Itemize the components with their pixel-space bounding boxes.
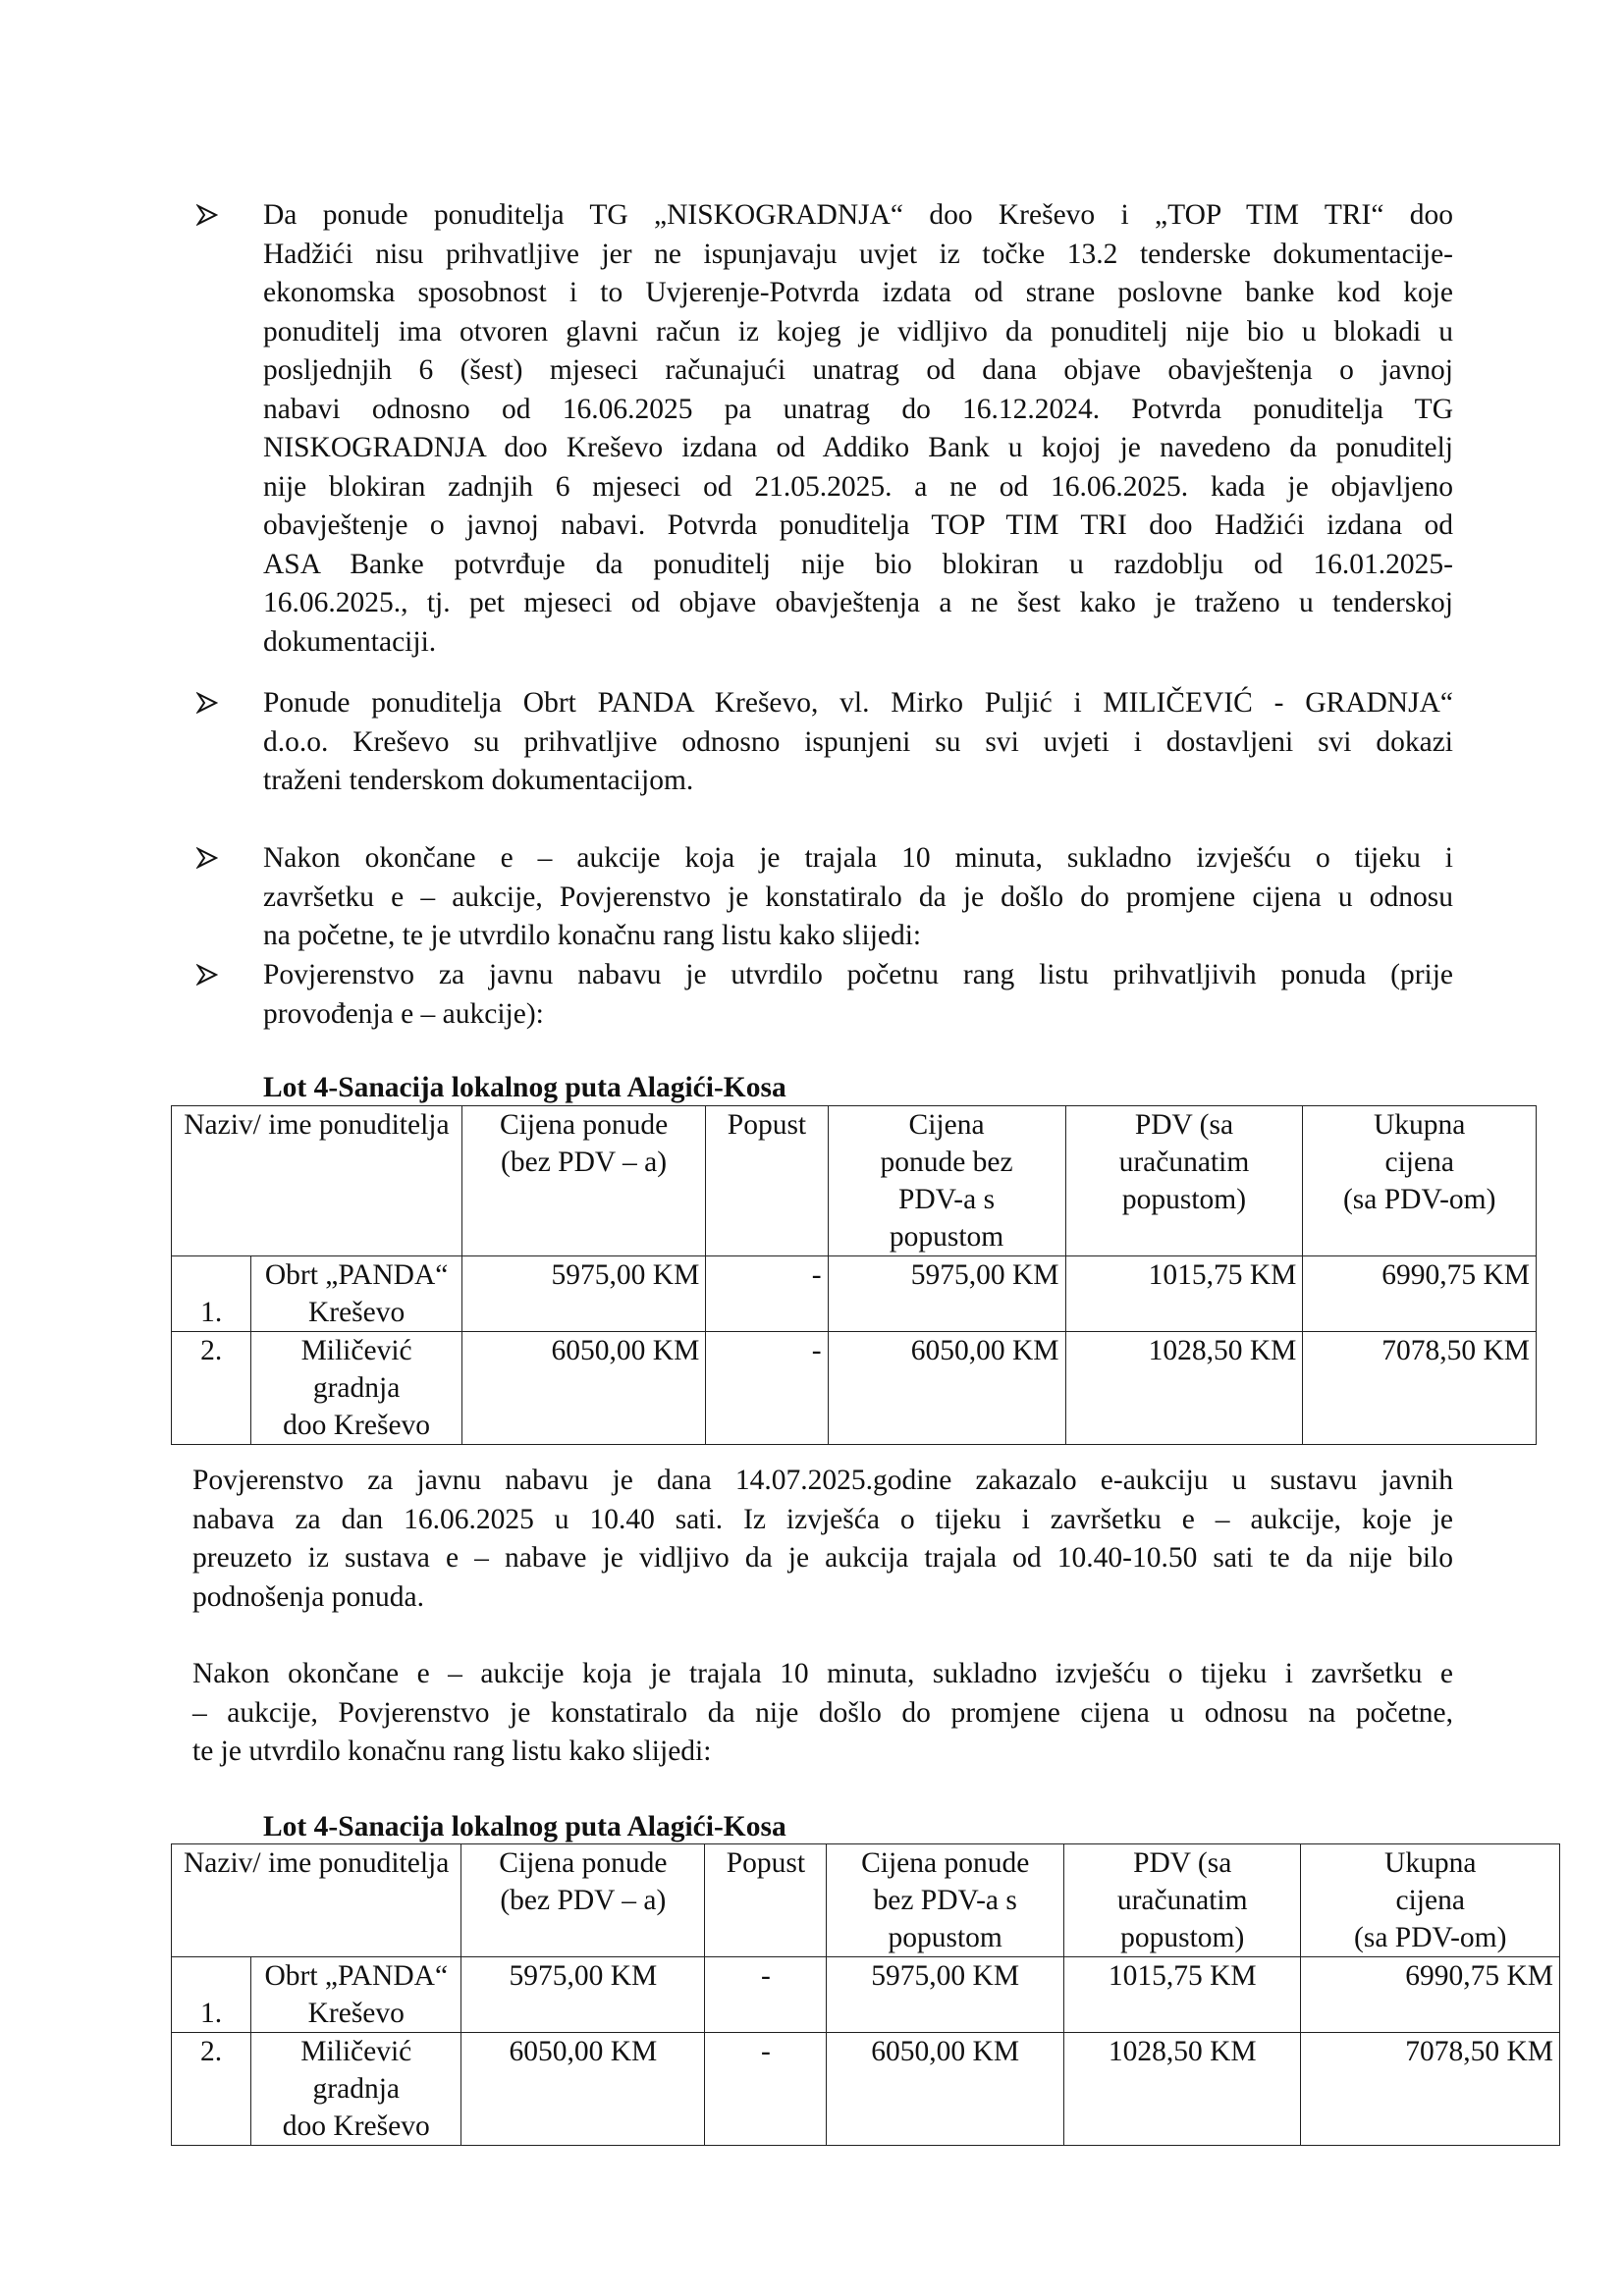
arrow-bullet-icon — [194, 956, 234, 995]
header-bidder-name — [172, 1844, 461, 1957]
text-line: Nakon okončane e – aukcije koja je trajala 10 minuta, sukladno izvješću o tijeku i — [263, 842, 1453, 874]
header-text: Popust — [727, 1109, 807, 1141]
arrow-bullet-icon — [194, 684, 234, 723]
bullet-item-initial-ranking — [194, 956, 1453, 1034]
discount-cell: - — [705, 1957, 827, 2033]
price-cell: 5975,00 KM — [461, 1957, 705, 2033]
text-line: posljednjih 6 (šest) mjeseci računajući unatrag od dana objave obavještenja o javnoj — [263, 354, 1453, 386]
bidder-location: Kreševo — [307, 1998, 405, 2029]
header-text: Cijena ponude — [499, 1847, 668, 1879]
header-vat — [1063, 1844, 1301, 1957]
header-text: Cijena — [908, 1109, 985, 1141]
header-text: PDV (sa — [1133, 1847, 1232, 1879]
text-line: d.o.o. Kreševo su prihvatljive odnosno ispunjeni su svi uvjeti i dostavljeni svi dokazi — [263, 725, 1453, 758]
vat-cell: 1028,50 KM — [1065, 1332, 1303, 1445]
header-text: Ukupna — [1374, 1109, 1466, 1141]
discounted-price-cell: 5975,00 KM — [828, 1256, 1065, 1332]
bidder-name: Miličević gradnja — [300, 1335, 412, 1404]
header-text: ponude bez — [880, 1147, 1013, 1178]
rank-cell: 2. — [172, 1332, 251, 1445]
bidder-name: Obrt „PANDA“ — [264, 1960, 449, 1992]
total-cell: 7078,50 KM — [1303, 1332, 1537, 1445]
bidder-name: Miličević gradnja — [300, 2036, 412, 2105]
text-line: nije blokiran zadnjih 6 mjeseci od 21.05.2025. a ne od 16.06.2025. kada je objavljeno — [263, 470, 1453, 503]
bullet-text — [263, 839, 1453, 956]
bullet-text — [263, 956, 1453, 1034]
header-text: popustom) — [1121, 1184, 1247, 1215]
text-line: – aukcije, Povjerenstvo je konstatiralo da nije došlo do promjene cijena u odnosu na početne, — [192, 1696, 1453, 1729]
header-text: (bez PDV – a) — [500, 1885, 667, 1916]
header-text: popustom — [888, 1922, 1002, 1953]
rank-cell: 1. — [172, 1957, 251, 2033]
text-line: nabavi odnosno od 16.06.2025 pa unatrag do 16.12.2024. Potvrda ponuditelja TG — [263, 393, 1453, 425]
header-bidder-name — [172, 1106, 462, 1256]
header-total — [1301, 1844, 1560, 1957]
discounted-price-cell: 5975,00 KM — [827, 1957, 1064, 2033]
arrow-bullet-icon — [194, 196, 234, 236]
bidder-location: doo Kreševo — [283, 1410, 431, 1441]
text-line: preuzeto iz sustava e – nabave je vidljivo da je aukcija trajala od 10.40-10.50 sati te da nije bilo — [192, 1542, 1453, 1574]
text-line: dokumentaciji. — [263, 625, 437, 658]
header-discount — [706, 1106, 828, 1256]
bid-ranking-table-final — [171, 1843, 1560, 2146]
text-line: te je utvrdilo konačnu rang listu kako slijedi: — [192, 1735, 712, 1767]
arrow-bullet-icon — [194, 839, 234, 879]
header-text: bez PDV-a s — [873, 1885, 1017, 1916]
paragraph-auction-outcome — [192, 1655, 1453, 1772]
discount-cell: - — [706, 1332, 828, 1445]
table-row — [172, 1957, 1560, 2033]
table-row — [172, 1256, 1537, 1332]
bidder-name-cell — [251, 2033, 461, 2146]
price-cell: 6050,00 KM — [461, 1332, 706, 1445]
header-total — [1303, 1106, 1537, 1256]
header-price — [461, 1844, 705, 1957]
bullet-text — [263, 684, 1453, 801]
text-line: Hadžići nisu prihvatljive jer ne ispunjavaju uvjet iz točke 13.2 tenderske dokumentacije- — [263, 238, 1453, 270]
table-header-row — [172, 1106, 1537, 1256]
rank-cell: 2. — [172, 2033, 251, 2146]
text-line: na početne, te je utvrdilo konačnu rang listu kako slijedi: — [263, 920, 922, 951]
bullet-text — [263, 196, 1453, 662]
text-line: Ponude ponuditelja Obrt PANDA Kreševo, vl. Mirko Puljić i MILIČEVIĆ - GRADNJA“ — [263, 687, 1453, 719]
header-text: popustom — [889, 1221, 1004, 1253]
discount-cell: - — [705, 2033, 827, 2146]
bidder-name-cell — [251, 1332, 461, 1445]
header-vat — [1065, 1106, 1303, 1256]
paragraph-auction-schedule — [192, 1462, 1453, 1617]
rank-cell: 1. — [172, 1256, 251, 1332]
header-discounted-price — [828, 1106, 1065, 1256]
header-text: (sa PDV-om) — [1342, 1184, 1496, 1215]
bidder-name-cell — [251, 1957, 461, 2033]
bidder-name: Obrt „PANDA“ — [264, 1259, 449, 1291]
text-line: Da ponude ponuditelja TG „NISKOGRADNJA“ doo Kreševo i „TOP TIM TRI“ doo — [263, 199, 1453, 231]
header-text: (sa PDV-om) — [1354, 1922, 1507, 1953]
bidder-location: Kreševo — [307, 1297, 406, 1328]
discounted-price-cell: 6050,00 KM — [828, 1332, 1065, 1445]
header-price — [461, 1106, 706, 1256]
discounted-price-cell: 6050,00 KM — [827, 2033, 1064, 2146]
vat-cell: 1028,50 KM — [1063, 2033, 1301, 2146]
bullet-item-accepted-bids — [194, 684, 1453, 801]
bullet-item-auction-result — [194, 839, 1453, 956]
text-line: Povjerenstvo za javnu nabavu je utvrdilo početnu rang listu prihvatljivih ponuda (prije — [263, 959, 1453, 990]
price-cell: 6050,00 KM — [461, 2033, 705, 2146]
total-cell: 6990,75 KM — [1303, 1256, 1537, 1332]
header-text: (bez PDV – a) — [501, 1147, 668, 1178]
header-text: Cijena ponude — [861, 1847, 1030, 1879]
header-text: cijena — [1384, 1147, 1454, 1178]
header-text: uračunatim — [1118, 1147, 1250, 1178]
table-header-row — [172, 1844, 1560, 1957]
header-text: Popust — [726, 1847, 806, 1879]
bid-ranking-table-initial — [171, 1105, 1537, 1445]
header-text: Cijena ponude — [499, 1109, 669, 1141]
text-line: podnošenja ponuda. — [192, 1580, 424, 1613]
table-row — [172, 1332, 1537, 1445]
text-line: 16.06.2025., tj. pet mjeseci od objave obavještenja a ne šest kako je traženo u tenderskoj — [263, 587, 1453, 618]
text-line: provođenja e – aukcije): — [263, 997, 544, 1030]
text-line: nabava za dan 16.06.2025 u 10.40 sati. Iz izvješća o tijeku i završetku e – aukcije, koje je — [192, 1503, 1453, 1535]
total-cell: 7078,50 KM — [1301, 2033, 1560, 2146]
discount-cell: - — [706, 1256, 828, 1332]
text-line: Nakon okončane e – aukcije koja je trajala 10 minuta, sukladno izvješću o tijeku i završetku e — [192, 1658, 1453, 1689]
bidder-location: doo Kreševo — [282, 2110, 430, 2142]
text-line: završetku e – aukcije, Povjerenstvo je konstatiralo da je došlo do promjene cijena u odnosu — [263, 881, 1453, 913]
text-line: ASA Banke potvrđuje da ponuditelj nije bio blokiran u razdoblju od 16.01.2025- — [263, 548, 1453, 580]
header-discount — [705, 1844, 827, 1957]
text-line: ekonomska sposobnost i to Uvjerenje-Potvrda izdata od strane poslovne banke kod koje — [263, 277, 1453, 308]
bullet-item-rejected-bids — [194, 196, 1453, 662]
header-text: Naziv/ ime ponuditelja — [183, 1847, 450, 1879]
text-line: obavještenje o javnoj nabavi. Potvrda ponuditelja TOP TIM TRI doo Hadžići izdana od — [263, 509, 1453, 541]
lot-title: Lot 4-Sanacija lokalnog puta Alagići-Kosa — [263, 1072, 786, 1103]
header-text: uračunatim — [1116, 1885, 1248, 1916]
header-discounted-price — [827, 1844, 1064, 1957]
header-text: Naziv/ ime ponuditelja — [184, 1109, 450, 1141]
price-cell: 5975,00 KM — [461, 1256, 706, 1332]
header-text: cijena — [1395, 1885, 1465, 1916]
text-line: NISKOGRADNJA doo Kreševo izdana od Addiko Bank u kojoj je navedeno da ponuditelj — [263, 432, 1453, 463]
vat-cell: 1015,75 KM — [1065, 1256, 1303, 1332]
text-line: Povjerenstvo za javnu nabavu je dana 14.07.2025.godine zakazalo e-aukciju u sustavu javnih — [192, 1465, 1453, 1496]
text-line: traženi tenderskom dokumentacijom. — [263, 765, 694, 796]
text-line: ponuditelj ima otvoren glavni račun iz kojeg je vidljivo da ponuditelj nije bio u blokadi u — [263, 315, 1453, 347]
vat-cell: 1015,75 KM — [1063, 1957, 1301, 2033]
lot-title: Lot 4-Sanacija lokalnog puta Alagići-Kosa — [263, 1811, 786, 1842]
header-text: Ukupna — [1384, 1847, 1477, 1879]
header-text: popustom) — [1120, 1922, 1245, 1953]
header-text: PDV-a s — [897, 1184, 996, 1215]
table-row — [172, 2033, 1560, 2146]
total-cell: 6990,75 KM — [1301, 1957, 1560, 2033]
bidder-name-cell — [251, 1256, 461, 1332]
header-text: PDV (sa — [1134, 1109, 1234, 1141]
